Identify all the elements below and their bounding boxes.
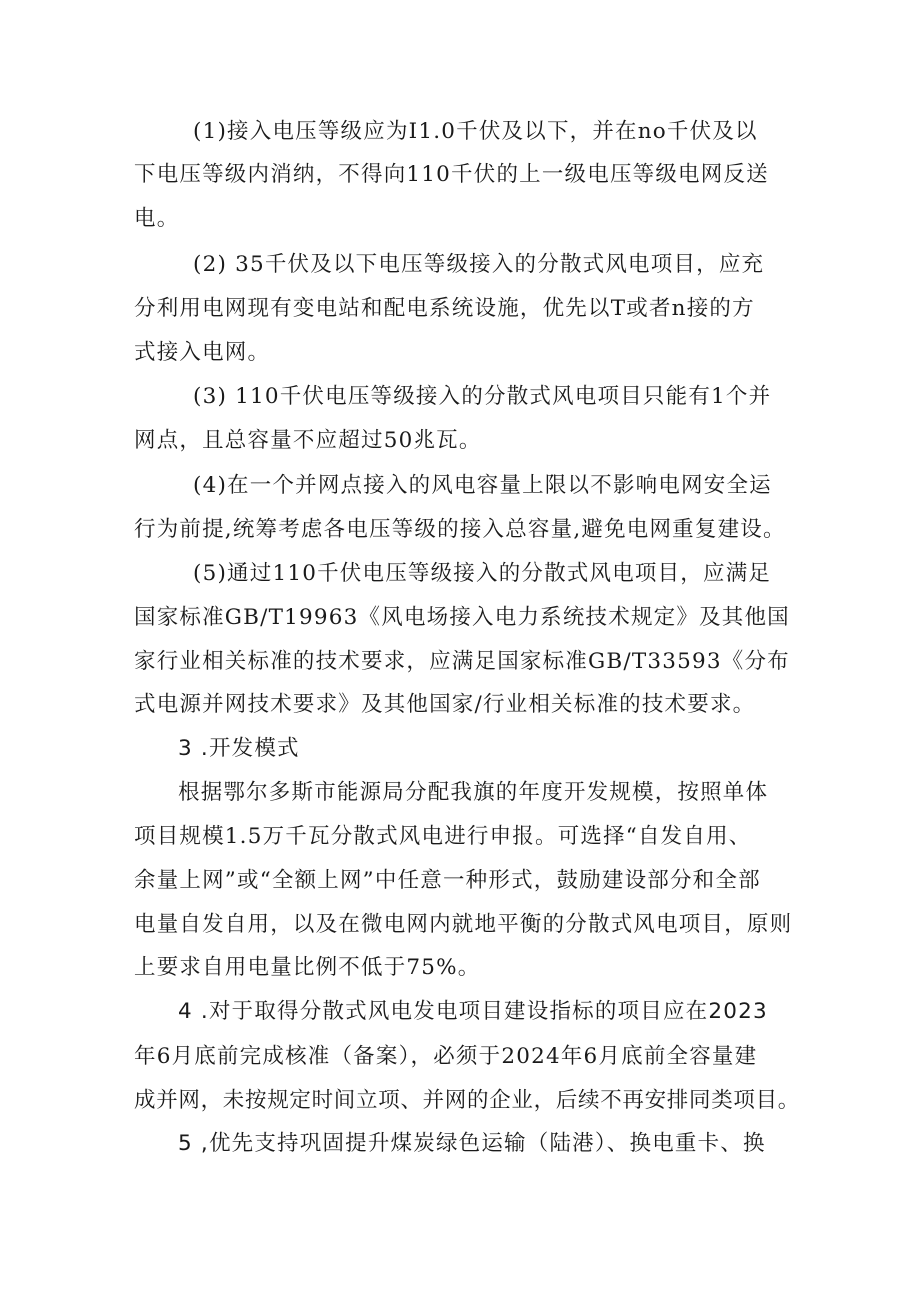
paragraph-7-line-3: 成并网，未按规定时间立项、并网的企业，后续不再安排同类项目。 <box>134 1088 801 1113</box>
paragraph-1-line-2: 下电压等级内消纳，不得向110千伏的上一级电压等级电网反送 <box>134 162 769 187</box>
section-heading-3: 3 .开发模式 <box>178 736 300 761</box>
paragraph-1-line-1: (1)接入电压等级应为I1.0千伏及以下，并在no千伏及以 <box>193 119 758 144</box>
paragraph-5-line-4: 式电源并网技术要求》及其他国家/行业相关标准的技术要求。 <box>134 692 756 717</box>
paragraph-5-line-3: 家行业相关标准的技术要求，应满足国家标准GB/T33593《分布 <box>134 649 790 674</box>
paragraph-2-line-3: 式接入电网。 <box>134 340 271 365</box>
paragraph-7-line-2: 年6月底前完成核准（备案），必须于2024年6月底前全容量建 <box>134 1044 758 1069</box>
paragraph-2-line-2: 分利用电网现有变电站和配电系统设施，优先以T或者n接的方 <box>134 296 755 321</box>
paragraph-2-line-1: (2) 35千伏及以下电压等级接入的分散式风电项目，应充 <box>193 252 765 277</box>
paragraph-5-line-1: (5)通过110千伏电压等级接入的分散式风电项目，应满足 <box>193 561 772 586</box>
paragraph-1-line-3: 电。 <box>134 206 180 231</box>
paragraph-6-line-5: 上要求自用电量比例不低于75%。 <box>134 955 481 980</box>
paragraph-6-line-3: 余量上网”或“全额上网”中任意一种形式，鼓励建设部分和全部 <box>134 868 761 893</box>
paragraph-7-line-1: 4 .对于取得分散式风电发电项目建设指标的项目应在2023 <box>178 999 768 1024</box>
paragraph-4-line-2: 行为前提,统筹考虑各电压等级的接入总容量,避免电网重复建设。 <box>134 517 786 542</box>
paragraph-4-line-1: (4)在一个并网点接入的风电容量上限以不影响电网安全运 <box>193 473 772 498</box>
paragraph-3-line-1: (3) 110千伏电压等级接入的分散式风电项目只能有1个并 <box>193 384 772 409</box>
paragraph-6-line-2: 项目规模1.5万千瓦分散式风电进行申报。可选择“自发自用、 <box>134 824 752 849</box>
paragraph-6-line-4: 电量自发自用，以及在微电网内就地平衡的分散式风电项目，原则 <box>134 912 793 937</box>
paragraph-6-line-1: 根据鄂尔多斯市能源局分配我旗的年度开发规模，按照单体 <box>178 780 769 805</box>
paragraph-3-line-2: 网点，且总容量不应超过50兆瓦。 <box>134 428 482 453</box>
paragraph-5-line-2: 国家标准GB/T19963《风电场接入电力系统技术规定》及其他国 <box>134 605 790 630</box>
paragraph-8-line-1: 5 ,优先支持巩固提升煤炭绿色运输（陆港）、换电重卡、换 <box>178 1131 766 1156</box>
